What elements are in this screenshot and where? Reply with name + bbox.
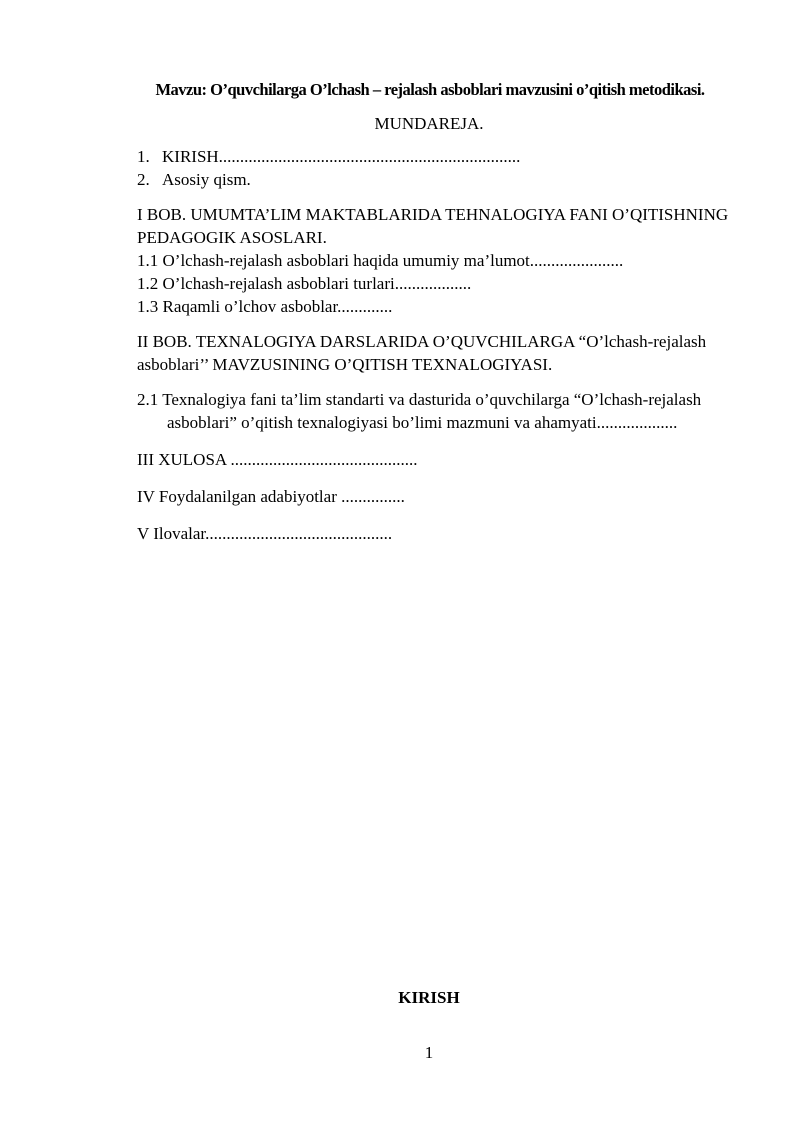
toc-heading: MUNDAREJA. <box>374 114 484 133</box>
toc-chapter-2: II BOB. TEXNALOGIYA DARSLARIDA O’QUVCHILARGA “O’lchash-rejalash asboblari’’ MAVZUSINING O’QITISH TEXNALOGIYASI. <box>137 332 707 374</box>
toc-item-appendix: V Ilovalar............................................ <box>137 524 393 543</box>
toc-item-1-1: 1.1 O’lchash-rejalash asboblari haqida umumiy ma’lumot...................... <box>137 251 624 270</box>
toc-item-conclusion: III XULOSA ............................................ <box>137 450 418 469</box>
list-number: 2. <box>137 170 150 189</box>
toc-item-2-1: 2.1 Texnalogiya fani ta’lim standarti va dasturida o’quvchilarga “O’lchash-rejalash asboblari” o’qitish texnalogiyasi bo’limi mazmuni va ahamyati................... <box>137 390 702 432</box>
numbered-list <box>137 145 737 191</box>
toc-item-introduction <box>137 145 737 168</box>
toc-item-1-2: 1.2 O’lchash-rejalash asboblari turlari.................. <box>137 274 472 293</box>
toc-item-text: Asosiy qism. <box>162 170 251 189</box>
toc-item-1-3: 1.3 Raqamli o’lchov asboblar............. <box>137 297 393 316</box>
list-number: 1. <box>137 147 150 166</box>
chapter-1-subsections <box>137 249 737 318</box>
toc-item-text: KIRISH....................................................................... <box>162 147 521 166</box>
toc-item-main-part <box>137 168 737 191</box>
table-of-contents <box>137 145 737 545</box>
section-heading: KIRISH <box>398 988 460 1007</box>
page-number: 1 <box>424 1043 434 1062</box>
toc-chapter-1: I BOB. UMUMTA’LIM MAKTABLARIDA TEHNALOGIYA FANI O’QITISHNING PEDAGOGIK ASOSLARI. <box>137 205 729 247</box>
toc-item-references: IV Foydalanilgan adabiyotlar ............... <box>137 487 405 506</box>
document-title: Mavzu: O’quvchilarga O’lchash – rejalash asboblari mavzusini o’qitish metodikasi. <box>155 80 705 99</box>
